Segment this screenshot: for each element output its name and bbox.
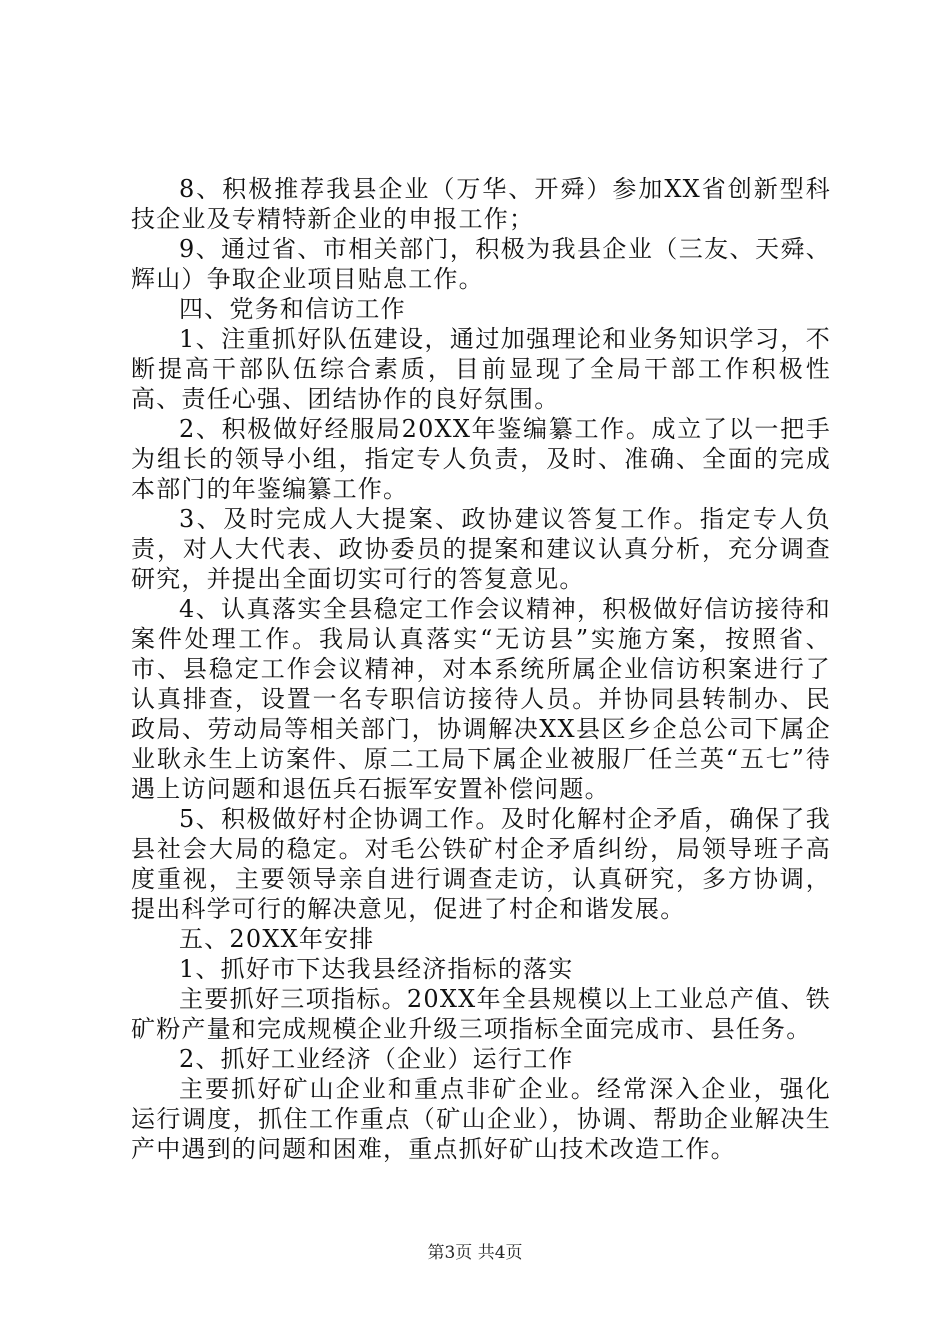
paragraph-petition-work: 4、认真落实全县稳定工作会议精神，积极做好信访接待和案件处理工作。我局认真落实“无访县”实施方案，按照省、市、县稳定工作会议精神，对本系统所属企业信访积案进行了认真排查，设置一名专职信访接待人员。并协同县转制办、民政局、劳动局等相关部门，协调解决XX县区乡企总公司下属企业耿永生上访案件、原二工局下属企业被服厂任兰英“五七”待遇上访问题和退伍兵石振军安置补偿问题。 <box>131 595 831 803</box>
subheading-industrial-operation: 2、抓好工业经济（企业）运行工作 <box>179 1045 574 1073</box>
paragraph-three-targets: 主要抓好三项指标。20XX年全县规模以上工业总产值、铁矿粉产量和完成规模企业升级三项指标全面完成市、县任务。 <box>131 985 831 1043</box>
paragraph-mining-enterprises: 主要抓好矿山企业和重点非矿企业。经常深入企业，强化运行调度，抓住工作重点（矿山企业），协调、帮助企业解决生产中遇到的问题和困难，重点抓好矿山技术改造工作。 <box>131 1075 831 1163</box>
paragraph-proposal-replies: 3、及时完成人大提案、政协建议答复工作。指定专人负责，对人大代表、政协委员的提案和建议认真分析，充分调查研究，并提出全面切实可行的答复意见。 <box>131 505 831 593</box>
document-body <box>131 174 831 1164</box>
page-footer <box>0 1242 950 1264</box>
paragraph-item-8: 8、积极推荐我县企业（万华、开舜）参加XX省创新型科技企业及专精特新企业的申报工作； <box>131 175 831 233</box>
paragraph-village-enterprise: 5、积极做好村企协调工作。及时化解村企矛盾，确保了我县社会大局的稳定。对毛公铁矿村企矛盾纠纷，局领导班子高度重视，主要领导亲自进行调查走访，认真研究，多方协调，提出科学可行的解决意见，促进了村企和谐发展。 <box>131 805 831 923</box>
paragraph-team-building: 1、注重抓好队伍建设，通过加强理论和业务知识学习，不断提高干部队伍综合素质，目前显现了全局干部工作积极性高、责任心强、团结协作的良好氛围。 <box>131 325 831 413</box>
page-number-label: 第3页 共4页 <box>427 1243 523 1263</box>
paragraph-item-9: 9、通过省、市相关部门，积极为我县企业（三友、天舜、辉山）争取企业项目贴息工作。 <box>131 235 831 293</box>
paragraph-yearbook: 2、积极做好经服局20XX年鉴编纂工作。成立了以一把手为组长的领导小组，指定专人负责，及时、准确、全面的完成本部门的年鉴编纂工作。 <box>131 415 831 503</box>
section-heading-party-affairs: 四、党务和信访工作 <box>179 295 406 323</box>
section-heading-next-year-plan: 五、20XX年安排 <box>179 925 375 953</box>
subheading-economic-targets: 1、抓好市下达我县经济指标的落实 <box>179 955 574 983</box>
